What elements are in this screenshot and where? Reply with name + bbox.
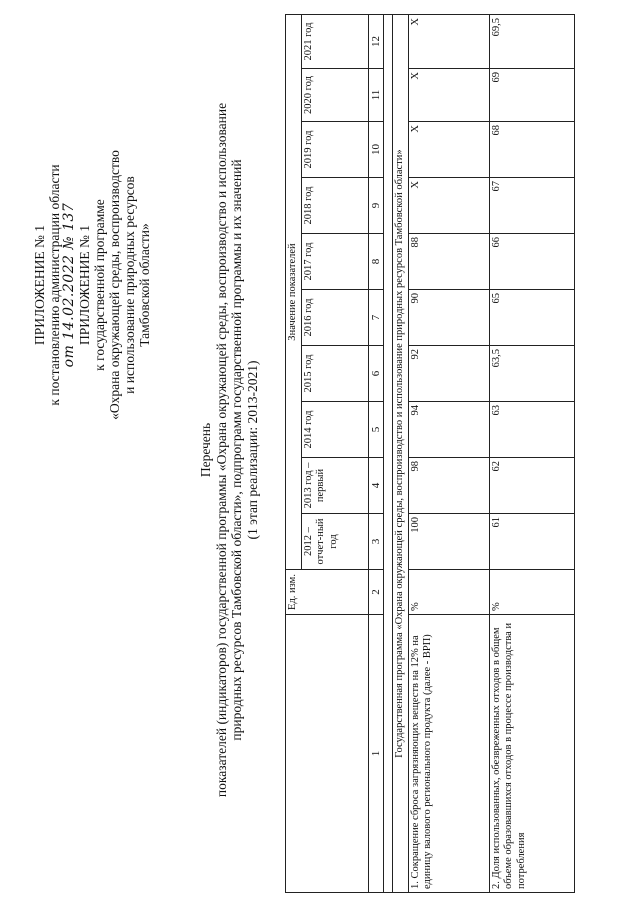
column-number: 10 bbox=[368, 122, 384, 178]
indicator-value: 63 bbox=[489, 402, 574, 458]
year-header: 2016 год bbox=[301, 290, 368, 346]
indicators-table bbox=[285, 14, 575, 893]
column-number: 1 bbox=[368, 615, 384, 893]
year-header: 2021 год bbox=[301, 15, 368, 69]
decree-reference: к постановлению администрации области bbox=[47, 164, 62, 406]
header-row-top bbox=[286, 15, 302, 893]
program-reference: к государственной программе bbox=[92, 199, 107, 371]
column-number: 5 bbox=[368, 402, 384, 458]
indicator-value: 67 bbox=[489, 178, 574, 234]
column-number: 6 bbox=[368, 346, 384, 402]
indicator-value: 65 bbox=[489, 290, 574, 346]
year-header: 2019 год bbox=[301, 122, 368, 178]
table-row bbox=[408, 15, 489, 893]
year-header: 2013 год – первый bbox=[301, 458, 368, 514]
appendix-title-2: ПРИЛОЖЕНИЕ № 1 bbox=[77, 224, 92, 346]
indicator-value: 62 bbox=[489, 458, 574, 514]
indicator-value: 61 bbox=[489, 514, 574, 570]
year-header: 2018 год bbox=[301, 178, 368, 234]
indicator-value: 90 bbox=[408, 290, 489, 346]
program-row bbox=[393, 15, 409, 893]
program-row-title: Государственная программа «Охрана окружающей среды, воспроизводство и использование природных ресурсов Тамбовской области» bbox=[393, 15, 409, 893]
indicator-value: X bbox=[408, 15, 489, 69]
column-number: 2 bbox=[368, 570, 384, 615]
program-name-line-3: Тамбовской области» bbox=[137, 223, 152, 347]
unit-header: Ед. изм. bbox=[286, 570, 369, 615]
indicator-value: 100 bbox=[408, 514, 489, 570]
year-header: 2012 – отчет-ный год bbox=[301, 514, 368, 570]
column-number: 8 bbox=[368, 234, 384, 290]
indicator-value: 94 bbox=[408, 402, 489, 458]
indicator-header-cell bbox=[286, 615, 369, 893]
program-name-line-2: и использование природных ресурсов bbox=[122, 176, 137, 394]
column-number: 7 bbox=[368, 290, 384, 346]
year-header: 2020 год bbox=[301, 69, 368, 122]
column-number: 4 bbox=[368, 458, 384, 514]
title-line-1: показателей (индикаторов) государственной программы «Охрана окружающей среды, воспроизводство и использование bbox=[213, 102, 229, 798]
column-number-row bbox=[368, 15, 384, 893]
column-number: 3 bbox=[368, 514, 384, 570]
year-header: 2017 год bbox=[301, 234, 368, 290]
column-number: 11 bbox=[368, 69, 384, 122]
indicator-name: 2. Доля использованных, обезвреженных отходов в общем объеме образовавшихся отходов в процессе производства и потребления bbox=[489, 615, 574, 893]
indicator-unit: % bbox=[408, 570, 489, 615]
table-row bbox=[489, 15, 574, 893]
indicator-value: 92 bbox=[408, 346, 489, 402]
spacer-row bbox=[384, 15, 393, 893]
column-number: 9 bbox=[368, 178, 384, 234]
indicator-value: 66 bbox=[489, 234, 574, 290]
program-name-line-1: «Охрана окружающей среды, воспроизводство bbox=[107, 150, 122, 420]
spacer-cell bbox=[384, 15, 393, 893]
indicator-value: X bbox=[408, 178, 489, 234]
indicator-value: 63,5 bbox=[489, 346, 574, 402]
indicator-value: 69,5 bbox=[489, 15, 574, 69]
appendix-header bbox=[32, 105, 152, 465]
indicator-value: 98 bbox=[408, 458, 489, 514]
document-title bbox=[198, 65, 260, 835]
title-line-2: природных ресурсов Тамбовской области», подпрограмм государственной программы и их значений bbox=[229, 159, 244, 741]
title-line-3: (1 этап реализации: 2013-2021) bbox=[244, 360, 260, 540]
appendix-title: ПРИЛОЖЕНИЕ № 1 bbox=[32, 224, 47, 346]
values-header: Значение показателей bbox=[286, 15, 302, 570]
indicator-unit: % bbox=[489, 570, 574, 615]
indicator-value: X bbox=[408, 122, 489, 178]
indicator-value: 69 bbox=[489, 69, 574, 122]
column-number: 12 bbox=[368, 15, 384, 69]
indicator-name: 1. Сокращение сброса загрязняющих веществ на 12% на единицу валового регионального продукта (далее - ВРП) bbox=[408, 615, 489, 893]
indicator-value: 68 bbox=[489, 122, 574, 178]
indicator-value: X bbox=[408, 69, 489, 122]
handwritten-date: от 14.02.2022 № 137 bbox=[61, 202, 77, 368]
indicator-value: 88 bbox=[408, 234, 489, 290]
year-header: 2015 год bbox=[301, 346, 368, 402]
year-header: 2014 год bbox=[301, 402, 368, 458]
title-word: Перечень bbox=[198, 422, 213, 478]
